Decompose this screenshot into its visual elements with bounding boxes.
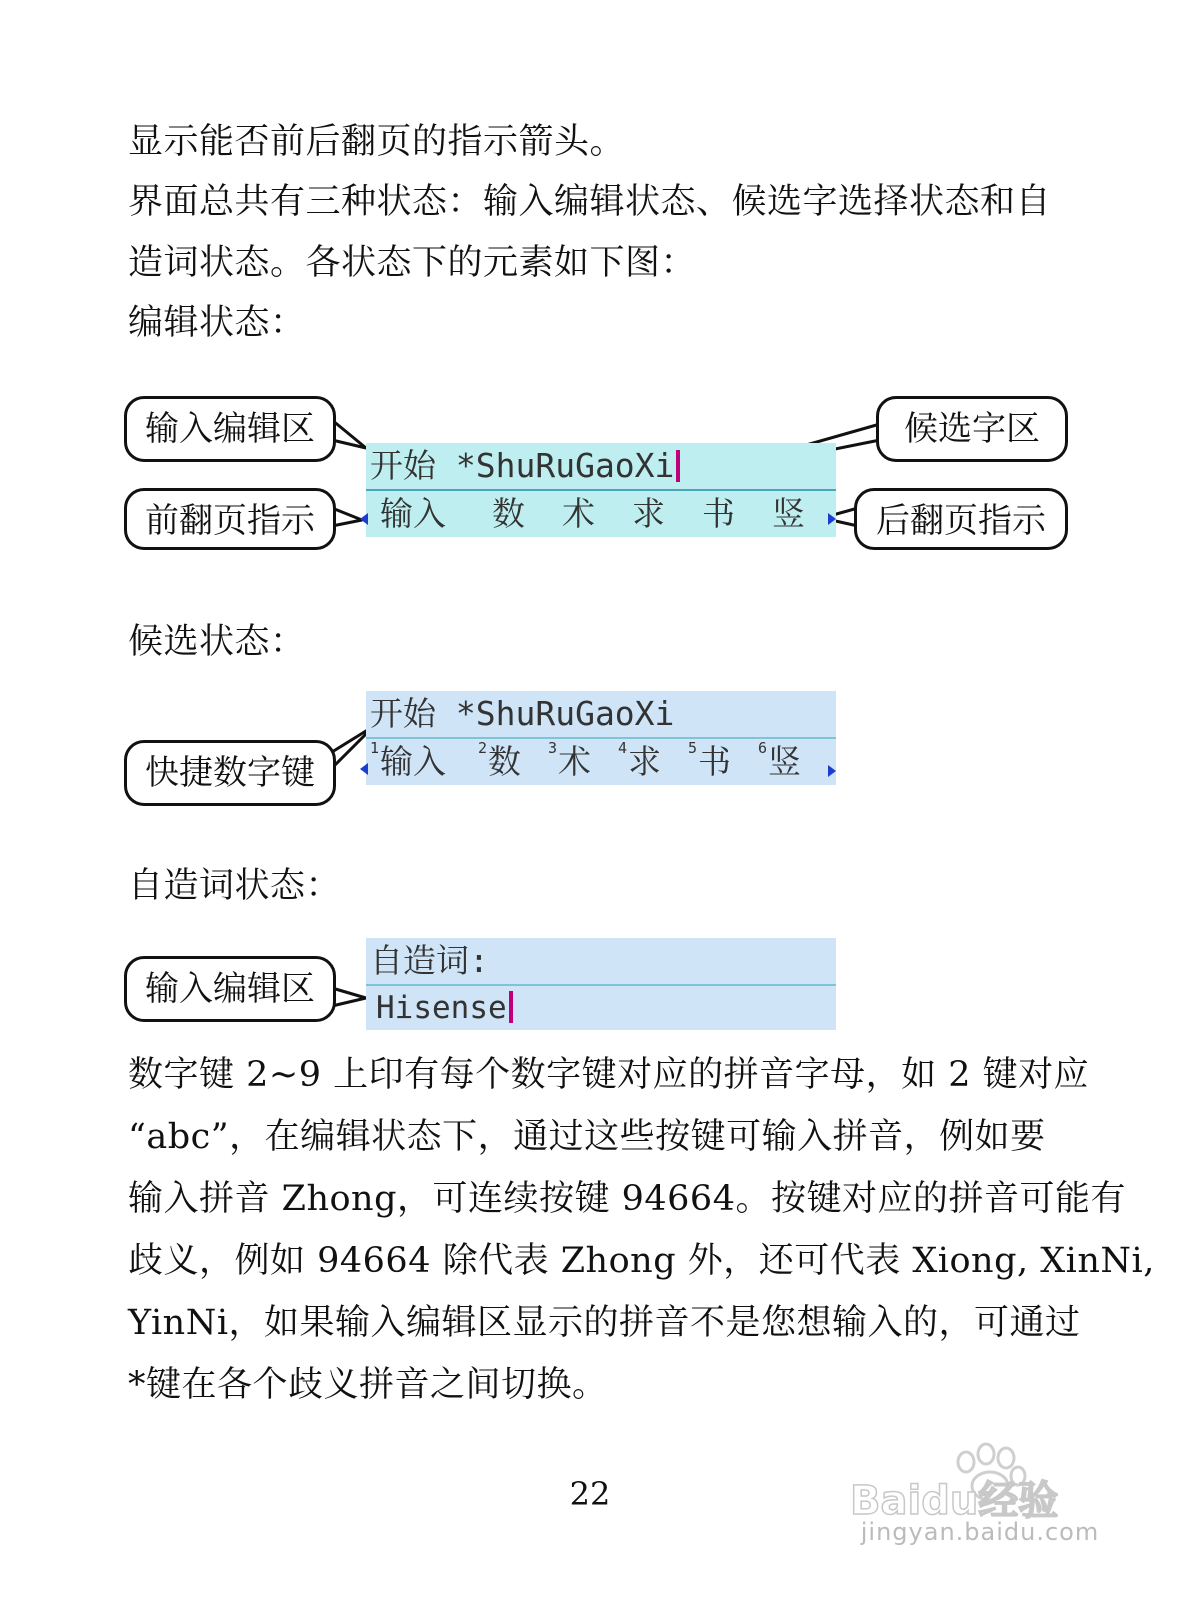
candidate-item[interactable]: $^2$数 xyxy=(478,739,522,781)
candidate-input-text: 开始 *ShuRuGaoXi xyxy=(370,694,675,733)
candidate-item[interactable]: 竖 xyxy=(772,494,805,533)
paragraph-line: 界面总共有三种状态：输入编辑状态、候选字选择状态和自 xyxy=(128,182,1052,222)
baidu-watermark xyxy=(840,1440,1160,1590)
paragraph-line: 输入拼音 Zhong，可连续按键 94664。按键对应的拼音可能有 xyxy=(128,1179,1126,1219)
paragraph-line: 数字键 2~9 上印有每个数字键对应的拼音字母，如 2 键对应 xyxy=(128,1055,1090,1095)
callout-shortcut-keys: 快捷数字键 xyxy=(124,740,336,806)
self-word-label: 自造词: xyxy=(370,941,489,980)
candidate-item[interactable]: $^5$书 xyxy=(688,739,732,781)
page-number: 22 xyxy=(569,1475,611,1513)
watermark-url: jingyan.baidu.com xyxy=(860,1518,1100,1546)
prev-page-arrow-icon[interactable] xyxy=(360,513,368,525)
candidate-item[interactable]: $^4$求 xyxy=(618,739,662,781)
paragraph-line: 歧义，例如 94664 除代表 Zhong 外，还可代表 Xiong, XinNi, xyxy=(128,1241,1155,1281)
self-word-panel xyxy=(366,938,836,1030)
candidate-state-panel xyxy=(366,691,836,785)
callout-prev-page: 前翻页指示 xyxy=(124,488,336,550)
callout-next-page: 后翻页指示 xyxy=(854,488,1068,550)
next-page-arrow-icon[interactable] xyxy=(828,765,836,777)
candidate-item[interactable]: $^6$竖 xyxy=(758,739,802,781)
paragraph-line: 显示能否前后翻页的指示箭头。 xyxy=(128,122,626,162)
panel-divider xyxy=(366,984,836,986)
callout-input-edit-area: 输入编辑区 xyxy=(124,396,336,462)
callout-input-edit-area-2: 输入编辑区 xyxy=(124,956,336,1022)
candidate-item[interactable]: 数 xyxy=(492,494,525,533)
candidate-item[interactable]: $^3$术 xyxy=(548,739,592,781)
prev-page-arrow-icon[interactable] xyxy=(360,763,368,775)
paragraph-line: “abc”，在编辑状态下，通过这些按键可输入拼音，例如要 xyxy=(128,1117,1046,1157)
callout-candidate-area: 候选字区 xyxy=(876,396,1068,462)
section-heading-edit: 编辑状态： xyxy=(128,303,306,343)
paragraph-line: *键在各个歧义拼音之间切换。 xyxy=(128,1365,608,1405)
section-heading-self-word: 自造词状态： xyxy=(128,866,342,906)
next-page-arrow-icon[interactable] xyxy=(828,513,836,525)
section-heading-candidate: 候选状态： xyxy=(128,622,306,662)
candidate-item[interactable]: 书 xyxy=(702,494,735,533)
candidate-item[interactable]: 求 xyxy=(632,494,665,533)
edit-input-text: 开始 *ShuRuGaoXi xyxy=(370,446,675,485)
candidate-item[interactable]: $^1$输入 xyxy=(370,739,447,781)
candidate-item[interactable]: 输入 xyxy=(380,494,446,533)
paragraph-line: YinNi，如果输入编辑区显示的拼音不是您想输入的，可通过 xyxy=(128,1303,1081,1343)
paragraph-line: 造词状态。各状态下的元素如下图： xyxy=(128,243,697,283)
text-cursor xyxy=(676,450,680,482)
panel-divider xyxy=(366,489,836,491)
edit-state-panel xyxy=(366,443,836,537)
paw-logo-icon xyxy=(840,1440,1140,1520)
text-cursor xyxy=(509,991,513,1023)
candidate-item[interactable]: 术 xyxy=(562,494,595,533)
self-word-input[interactable]: Hisense xyxy=(376,990,507,1026)
watermark-brand: Baidu经验 xyxy=(850,1478,1059,1520)
